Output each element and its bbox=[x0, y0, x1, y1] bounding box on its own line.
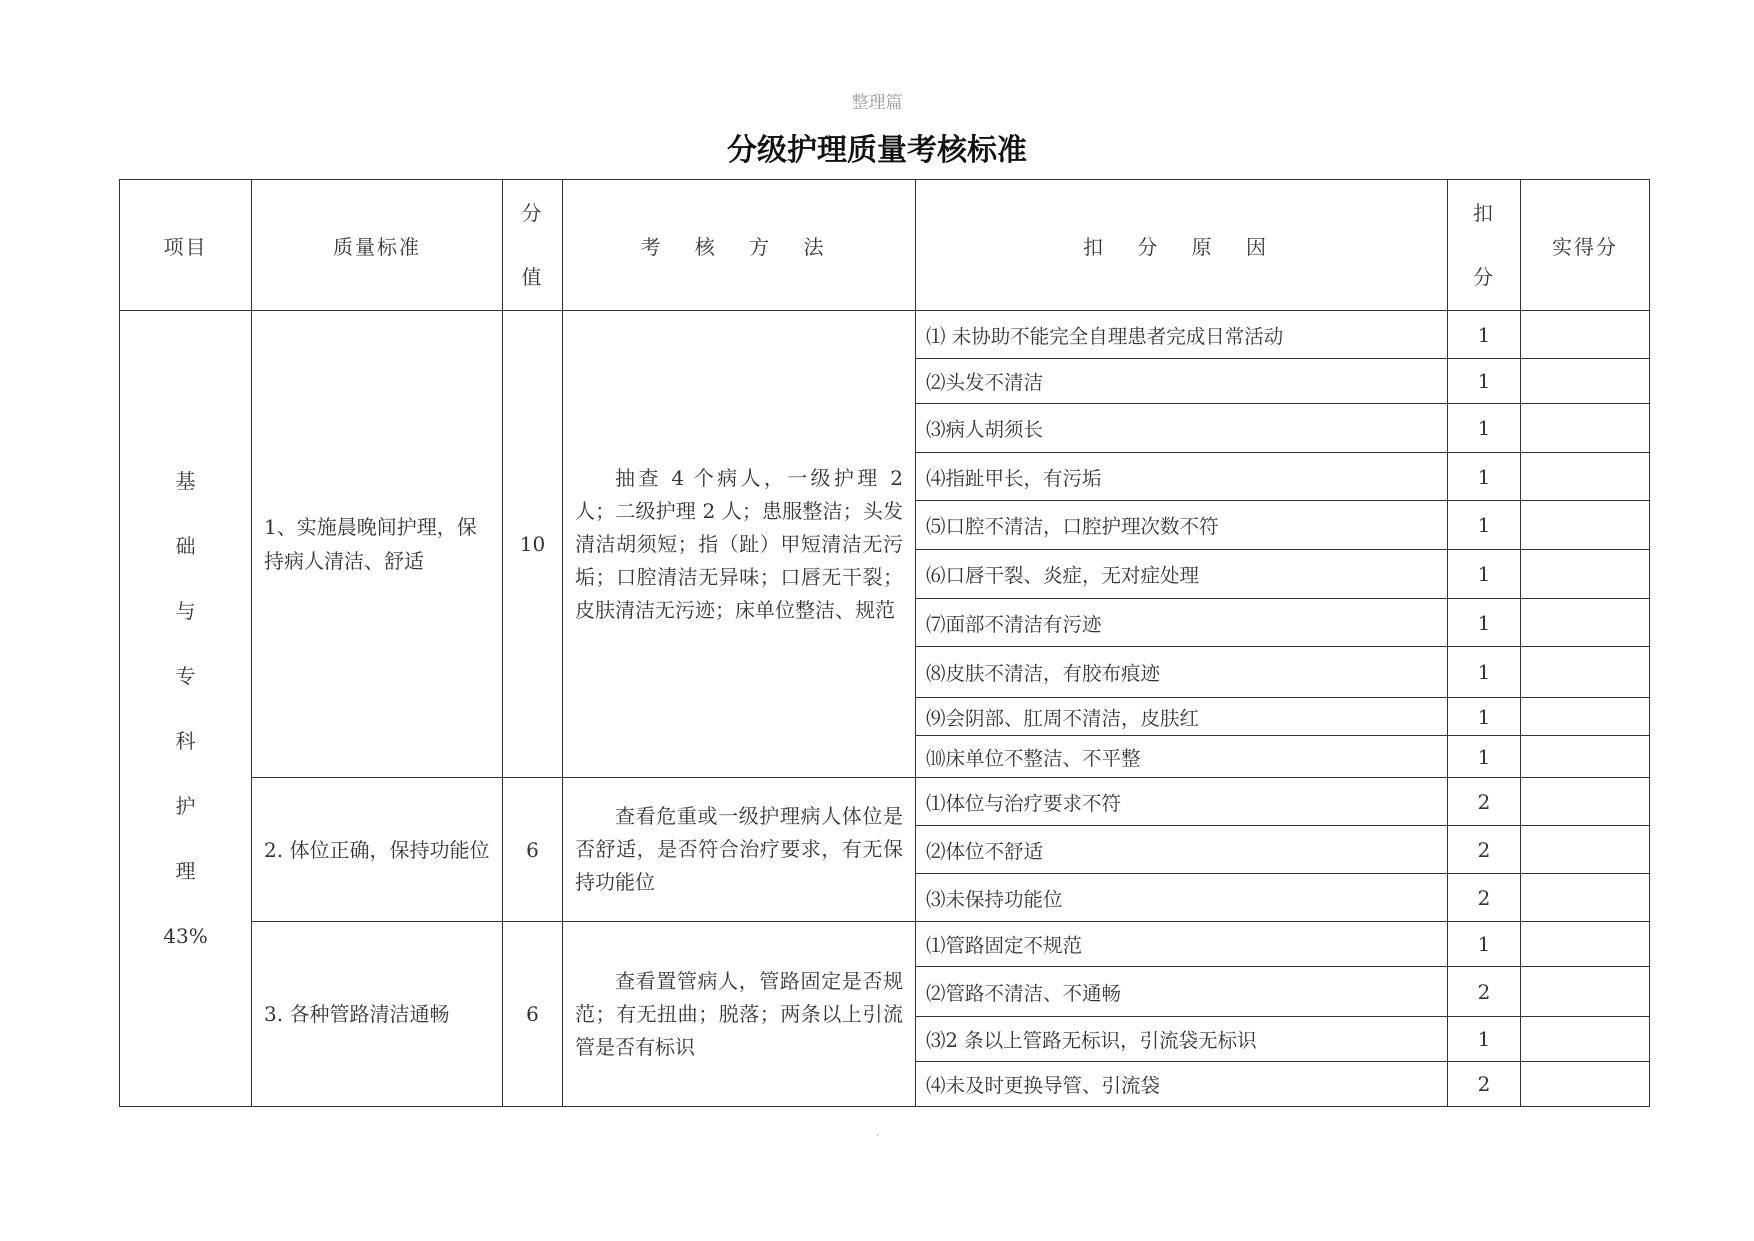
footer-mark: . bbox=[876, 1128, 880, 1139]
reason-cell: ⑶病人胡须长 bbox=[916, 404, 1448, 453]
deduct-cell: 1 bbox=[1448, 501, 1521, 550]
col-header-deduct-2: 分 bbox=[1473, 265, 1495, 289]
category-char: 理 bbox=[175, 858, 196, 883]
actual-score-cell[interactable] bbox=[1521, 599, 1650, 647]
document-title: 分级护理质量考核标准 bbox=[727, 133, 1027, 168]
deduct-cell: 1 bbox=[1448, 453, 1521, 501]
score-cell: 6 bbox=[503, 778, 563, 922]
deduct-cell: 1 bbox=[1448, 922, 1521, 967]
deduct-cell: 1 bbox=[1448, 404, 1521, 453]
col-header-actual: 实得分 bbox=[1521, 180, 1650, 311]
table-row bbox=[120, 778, 1650, 826]
actual-score-cell[interactable] bbox=[1521, 826, 1650, 874]
reason-cell: ⑴ 未协助不能完全自理患者完成日常活动 bbox=[916, 311, 1448, 359]
category-char: 科 bbox=[175, 728, 196, 753]
category-char: 专 bbox=[175, 663, 196, 688]
deduct-cell: 1 bbox=[1448, 311, 1521, 359]
reason-cell: ⑵管路不清洁、不通畅 bbox=[916, 967, 1448, 1017]
deduct-cell: 1 bbox=[1448, 550, 1521, 599]
category-char: 础 bbox=[175, 533, 196, 558]
deduct-cell: 2 bbox=[1448, 874, 1521, 922]
header-note: 整理篇 bbox=[851, 93, 903, 113]
col-header-project: 项目 bbox=[120, 180, 252, 311]
deduct-cell: 1 bbox=[1448, 647, 1521, 698]
table-row bbox=[120, 311, 1650, 359]
method-cell bbox=[563, 311, 916, 778]
reason-cell: ⑹口唇干裂、炎症，无对症处理 bbox=[916, 550, 1448, 599]
col-header-deduct-1: 扣 bbox=[1473, 201, 1495, 225]
deduct-cell: 2 bbox=[1448, 967, 1521, 1017]
deduct-cell: 1 bbox=[1448, 698, 1521, 736]
method-cell bbox=[563, 922, 916, 1107]
category-char: 护 bbox=[175, 793, 196, 818]
method-text: 查看危重或一级护理病人体位是否舒适，是否符合治疗要求，有无保持功能位 bbox=[575, 804, 903, 894]
standard-cell: 2. 体位正确，保持功能位 bbox=[252, 778, 503, 922]
reason-cell: ⑵头发不清洁 bbox=[916, 359, 1448, 404]
actual-score-cell[interactable] bbox=[1521, 1062, 1650, 1107]
col-header-standard: 质量标准 bbox=[252, 180, 503, 311]
method-text: 查看置管病人，管路固定是否规范；有无扭曲；脱落；两条以上引流管是否有标识 bbox=[575, 968, 903, 1059]
category-char: 与 bbox=[175, 598, 196, 623]
col-header-score bbox=[503, 180, 563, 311]
deduct-cell: 2 bbox=[1448, 1062, 1521, 1107]
reason-cell: ⑶2 条以上管路无标识，引流袋无标识 bbox=[916, 1017, 1448, 1062]
actual-score-cell[interactable] bbox=[1521, 501, 1650, 550]
score-cell: 10 bbox=[503, 311, 563, 778]
method-text: 抽查 4 个病人，一级护理 2 人；二级护理 2 人；患服整洁；头发清洁胡须短；指（趾）甲短清洁无污垢；口腔清洁无异味；口唇无干裂；皮肤清洁无污迹；床单位整洁、规范 bbox=[575, 465, 903, 622]
actual-score-cell[interactable] bbox=[1521, 778, 1650, 826]
actual-score-cell[interactable] bbox=[1521, 736, 1650, 778]
actual-score-cell[interactable] bbox=[1521, 311, 1650, 359]
reason-cell: ⑸口腔不清洁，口腔护理次数不符 bbox=[916, 501, 1448, 550]
actual-score-cell[interactable] bbox=[1521, 874, 1650, 922]
reason-cell: ⑻皮肤不清洁，有胶布痕迹 bbox=[916, 647, 1448, 698]
reason-cell: ⑴体位与治疗要求不符 bbox=[916, 778, 1448, 826]
method-cell bbox=[563, 778, 916, 922]
actual-score-cell[interactable] bbox=[1521, 698, 1650, 736]
category-cell bbox=[120, 311, 252, 1107]
deduct-cell: 2 bbox=[1448, 826, 1521, 874]
standard-cell: 1、实施晨晚间护理，保持病人清洁、舒适 bbox=[252, 311, 503, 778]
reason-cell: ⑷指趾甲长，有污垢 bbox=[916, 453, 1448, 501]
deduct-cell: 1 bbox=[1448, 359, 1521, 404]
table-row bbox=[120, 922, 1650, 967]
reason-cell: ⑼会阴部、肛周不清洁，皮肤红 bbox=[916, 698, 1448, 736]
actual-score-cell[interactable] bbox=[1521, 453, 1650, 501]
reason-cell: ⑽床单位不整洁、不平整 bbox=[916, 736, 1448, 778]
actual-score-cell[interactable] bbox=[1521, 967, 1650, 1017]
deduct-cell: 1 bbox=[1448, 736, 1521, 778]
actual-score-cell[interactable] bbox=[1521, 359, 1650, 404]
reason-cell: ⑵体位不舒适 bbox=[916, 826, 1448, 874]
deduct-cell: 1 bbox=[1448, 1017, 1521, 1062]
deduct-cell: 2 bbox=[1448, 778, 1521, 826]
category-char: 基 bbox=[175, 468, 196, 493]
reason-cell: ⑺面部不清洁有污迹 bbox=[916, 599, 1448, 647]
header-row bbox=[120, 180, 1650, 311]
reason-cell: ⑴管路固定不规范 bbox=[916, 922, 1448, 967]
actual-score-cell[interactable] bbox=[1521, 1017, 1650, 1062]
assessment-table bbox=[119, 179, 1650, 1107]
col-header-method: 考 核 方 法 bbox=[563, 180, 916, 311]
deduct-cell: 1 bbox=[1448, 599, 1521, 647]
score-cell: 6 bbox=[503, 922, 563, 1107]
col-header-deduct bbox=[1448, 180, 1521, 311]
actual-score-cell[interactable] bbox=[1521, 922, 1650, 967]
col-header-score-2: 值 bbox=[521, 265, 544, 289]
col-header-score-1: 分 bbox=[521, 201, 544, 225]
category-weight: 43% bbox=[163, 923, 208, 948]
actual-score-cell[interactable] bbox=[1521, 404, 1650, 453]
actual-score-cell[interactable] bbox=[1521, 550, 1650, 599]
col-header-reason: 扣 分 原 因 bbox=[916, 180, 1448, 311]
actual-score-cell[interactable] bbox=[1521, 647, 1650, 698]
standard-cell: 3. 各种管路清洁通畅 bbox=[252, 922, 503, 1107]
reason-cell: ⑷未及时更换导管、引流袋 bbox=[916, 1062, 1448, 1107]
reason-cell: ⑶未保持功能位 bbox=[916, 874, 1448, 922]
